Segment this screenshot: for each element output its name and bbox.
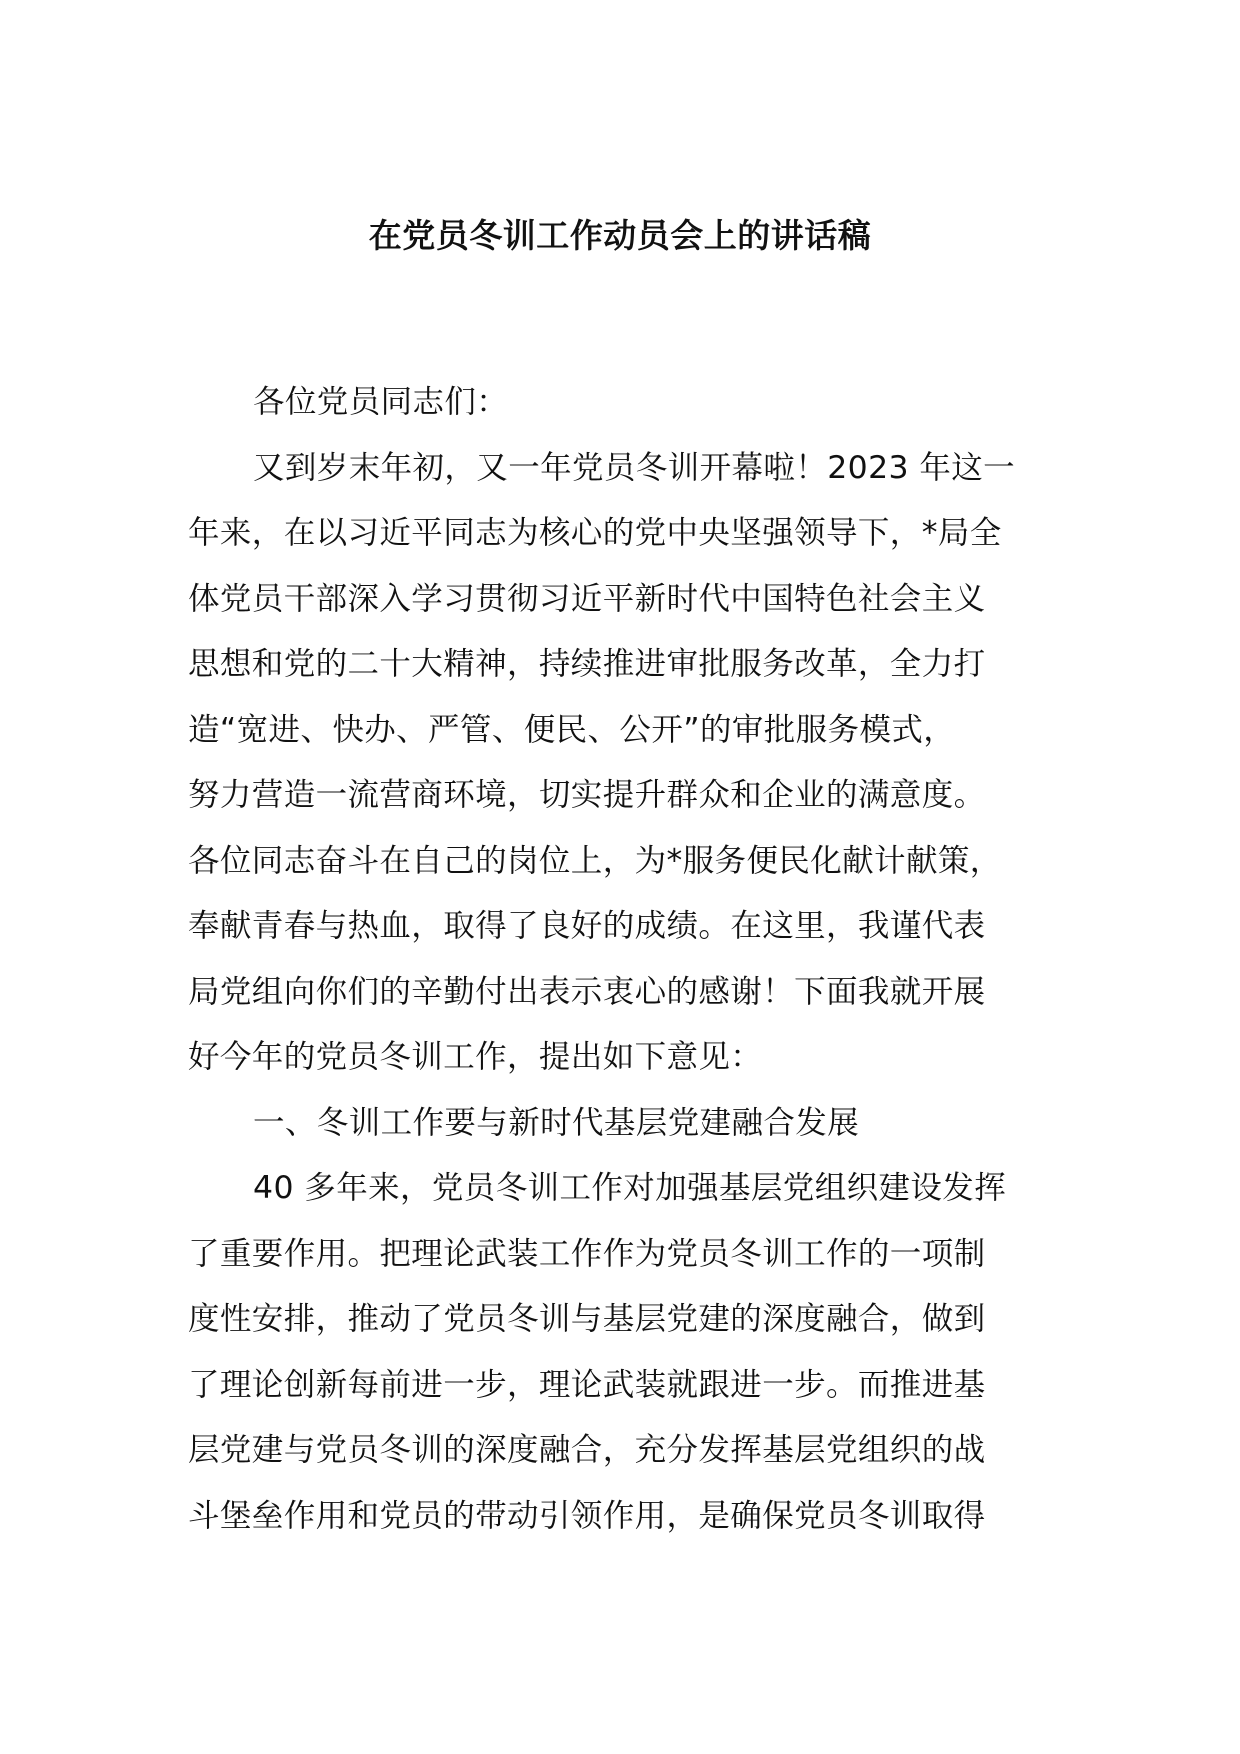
paragraph-line: 斗堡垒作用和党员的带动引领作用，是确保党员冬训取得 [188,1497,986,1534]
paragraph-line: 各位同志奋斗在自己的岗位上，为*服务便民化献计献策， [188,842,1002,879]
paragraph-line: 好今年的党员冬训工作，提出如下意见： [188,1039,763,1075]
paragraph-line: 了理论创新每前进一步，理论武装就跟进一步。而推进基 [188,1366,986,1403]
paragraph-line: 年来，在以习近平同志为核心的党中央坚强领导下，*局全 [188,515,1002,551]
paragraph-line: 造“宽进、快办、严管、便民、公开”的审批服务模式， [188,711,956,748]
salutation: 各位党员同志们： [253,384,509,420]
paragraph-line: 了重要作用。把理论武装工作作为党员冬训工作的一项制 [188,1235,986,1272]
paragraph-line: 奉献青春与热血，取得了良好的成绩。在这里，我谨代表 [188,908,986,944]
paragraph-line: 层党建与党员冬训的深度融合，充分发挥基层党组织的战 [188,1432,986,1468]
document-body [188,370,1052,1549]
paragraph-line: 体党员干部深入学习贯彻习近平新时代中国特色社会主义 [188,580,986,617]
paragraph-line: 思想和党的二十大精神，持续推进审批服务改革，全力打 [188,646,986,682]
paragraph-line: 40 多年来，党员冬训工作对加强基层党组织建设发挥 [253,1170,1007,1206]
paragraph-line: 又到岁末年初，又一年党员冬训开幕啦！2023 年这一 [253,449,1016,486]
section-heading: 一、冬训工作要与新时代基层党建融合发展 [253,1104,860,1141]
document-title: 在党员冬训工作动员会上的讲话稿 [368,216,872,255]
paragraph-line: 努力营造一流营商环境，切实提升群众和企业的满意度。 [188,777,986,813]
paragraph-line: 局党组向你们的辛勤付出表示衷心的感谢！下面我就开展 [188,973,986,1010]
paragraph-line: 度性安排，推动了党员冬训与基层党建的深度融合，做到 [188,1301,986,1337]
